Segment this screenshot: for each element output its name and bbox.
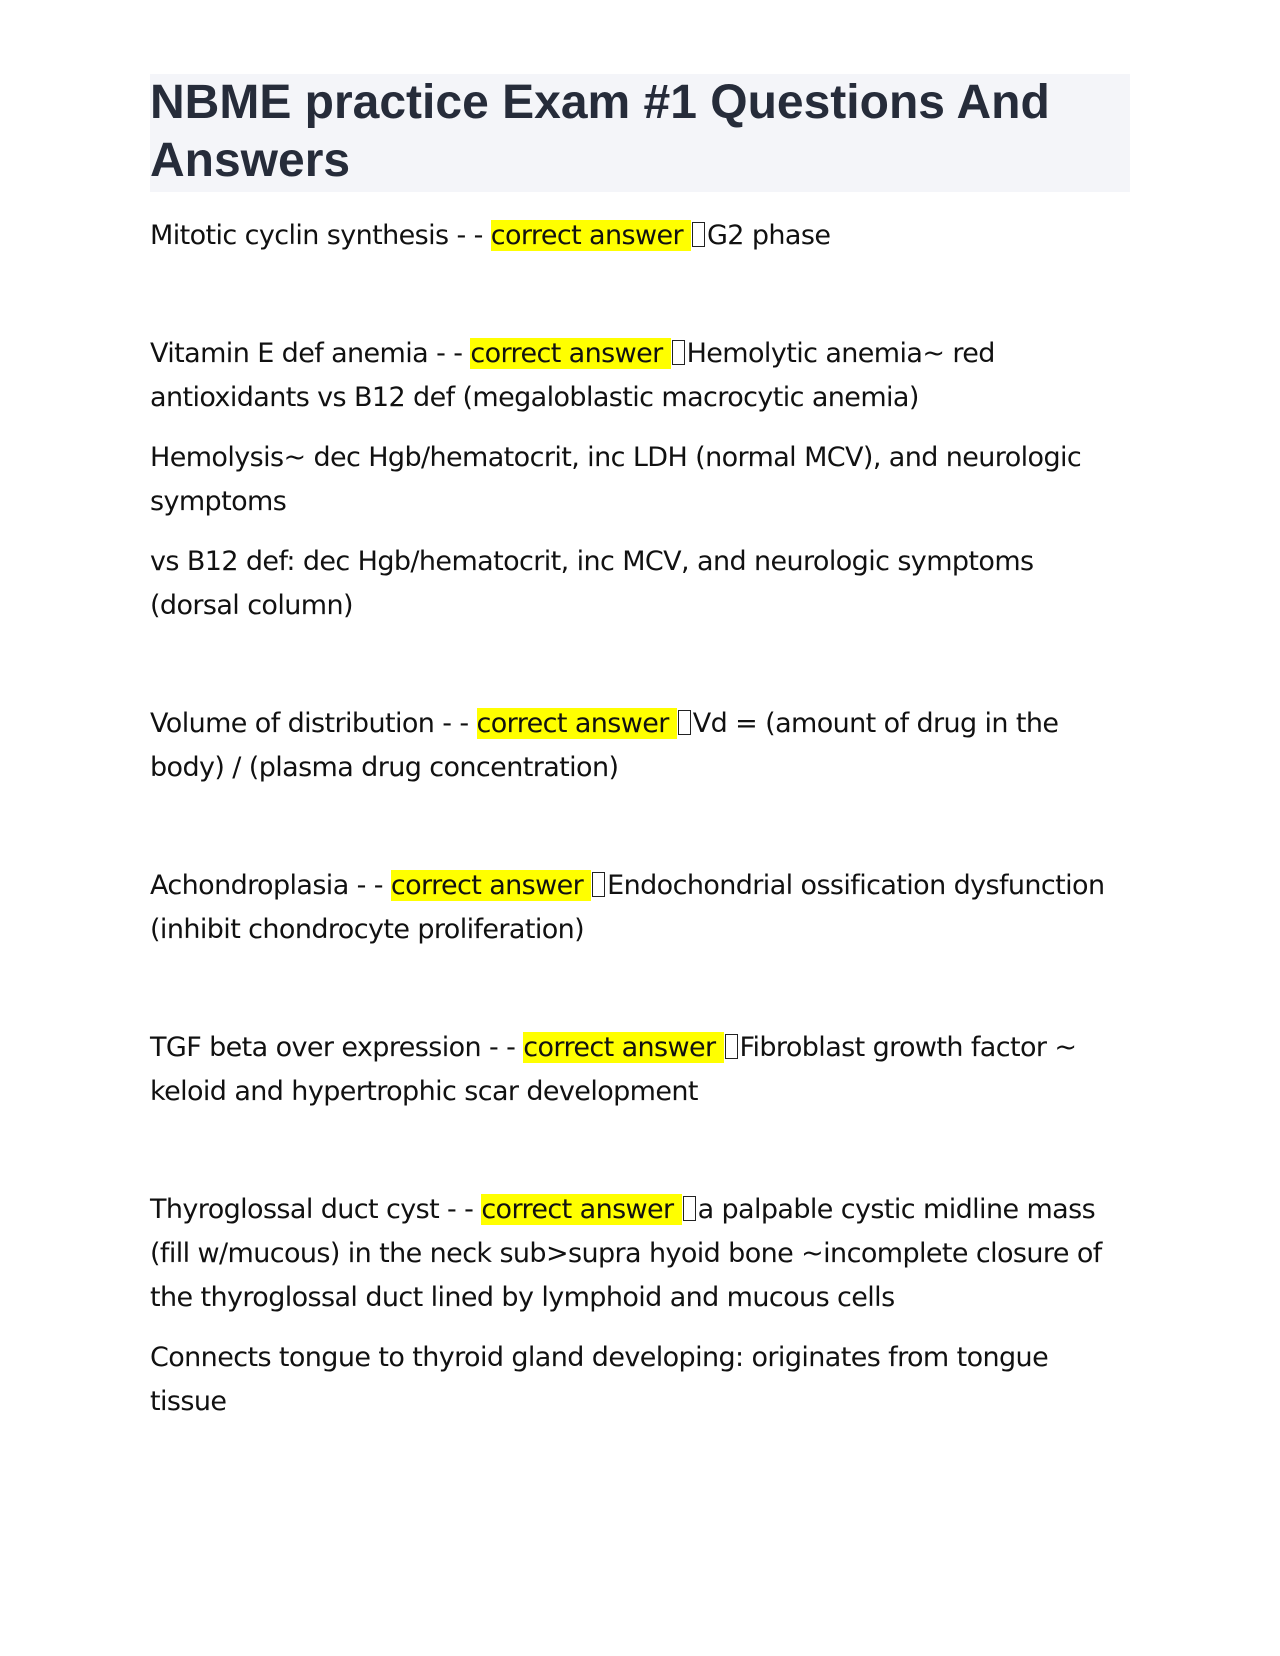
qa-entry [150,864,1130,952]
correct-answer-label: correct answer [491,220,691,251]
answer-text: Endochondrial ossification dysfunction (inhibit chondrocyte proliferation) [150,870,1105,945]
qa-paragraph [150,1026,1130,1114]
question-text: Mitotic cyclin synthesis [150,220,449,251]
title-banner [150,74,1130,192]
answer-text: Hemolytic anemia~ red antioxidants vs B12 def (megaloblastic macrocytic anemia) [150,338,995,413]
separator: - - [428,338,471,369]
document-page [150,74,1130,1440]
question-text: Volume of distribution [150,708,435,739]
correct-answer-label: correct answer [523,1032,723,1063]
qa-paragraph [150,702,1130,790]
correct-answer-label: correct answer [391,870,591,901]
entry-spacer [150,644,1130,702]
entry-spacer [150,806,1130,864]
qa-paragraph [150,214,1130,258]
correct-answer-label: correct answer [477,708,677,739]
missing-glyph-icon [692,222,705,247]
qa-entry [150,214,1130,258]
missing-glyph-icon [678,710,691,735]
answer-text: G2 phase [706,220,831,251]
entry-spacer [150,1130,1130,1188]
missing-glyph-icon [683,1196,696,1221]
missing-glyph-icon [672,340,685,365]
qa-paragraph [150,864,1130,952]
qa-entry [150,1026,1130,1114]
question-text: Vitamin E def anemia [150,338,429,369]
extra-paragraph: Connects tongue to thyroid gland developing: originates from tongue tissue [150,1342,1049,1417]
missing-glyph-icon [725,1034,738,1059]
entry-spacer [150,274,1130,332]
missing-glyph-icon [592,872,605,897]
question-text: Achondroplasia [150,870,349,901]
extra-paragraph: Hemolysis~ dec Hgb/hematocrit, inc LDH (normal MCV), and neurologic symptoms [150,442,1082,517]
qa-list [150,214,1130,1424]
entry-spacer [150,968,1130,1026]
correct-answer-label: correct answer [470,338,670,369]
answer-text: a palpable cystic midline mass (fill w/mucous) in the neck sub>supra hyoid bone ~incomplete closure of the thyroglossal duct lined by lymphoid and mucous cells [150,1194,1102,1313]
separator: - - [448,220,491,251]
qa-entry [150,1188,1130,1424]
qa-entry [150,332,1130,628]
answer-text: Fibroblast growth factor ~ keloid and hypertrophic scar development [150,1032,1077,1107]
correct-answer-label: correct answer [481,1194,681,1225]
qa-entry [150,702,1130,790]
qa-paragraph [150,1188,1130,1320]
separator: - - [434,708,477,739]
question-text: TGF beta over expression [150,1032,482,1063]
separator: - - [439,1194,482,1225]
extra-paragraph: vs B12 def: dec Hgb/hematocrit, inc MCV, and neurologic symptoms (dorsal column) [150,546,1034,621]
separator: - - [348,870,391,901]
document-title: NBME practice Exam #1 Questions And Answers [150,76,1050,187]
question-text: Thyroglossal duct cyst [150,1194,440,1225]
separator: - - [481,1032,524,1063]
qa-paragraph [150,332,1130,420]
answer-text: Vd = (amount of drug in the body) / (plasma drug concentration) [150,708,1059,783]
